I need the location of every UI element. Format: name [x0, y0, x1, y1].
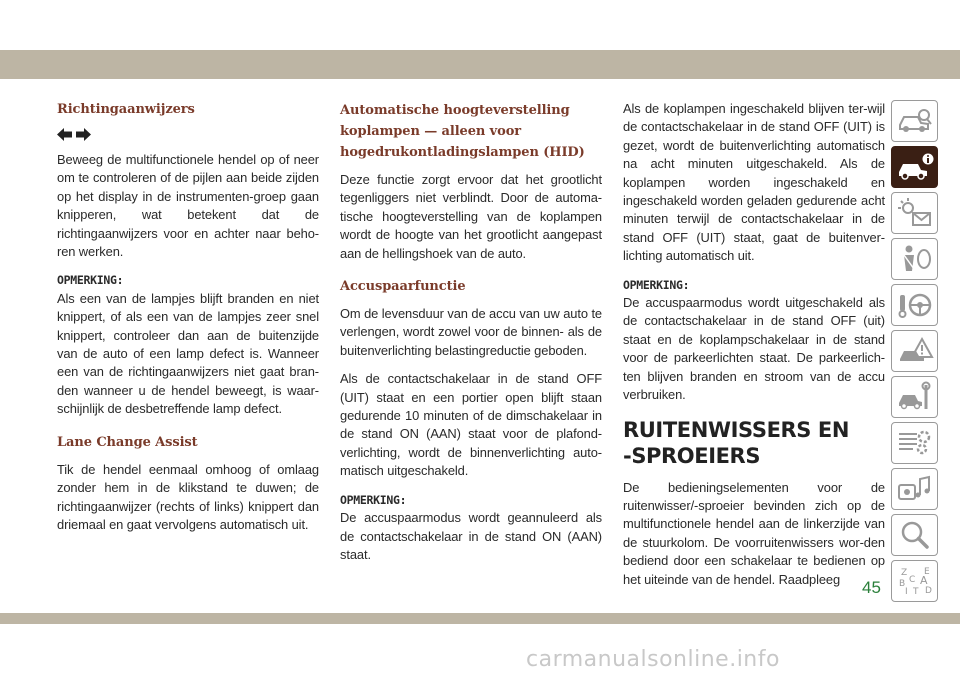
paragraph: Tik de hendel eenmaal omhoog of omlaag zonder hem in de klikstand te duwen; de richtingaanwijzer (rechts of links) knippert dan driemaal en gaat vervolgens automatisch uit. — [57, 461, 319, 532]
index-letter: I — [904, 587, 908, 597]
column-2 — [340, 100, 602, 574]
section-heading-line: RUITENWISSERS EN — [623, 417, 850, 442]
search-icon — [896, 519, 934, 551]
top-decor-bar — [0, 50, 960, 79]
tab-steering-key[interactable] — [891, 284, 938, 326]
warning-lights-message-icon — [896, 197, 934, 229]
tab-search[interactable] — [891, 514, 938, 556]
section-heading-ruitenwissers — [623, 417, 885, 469]
tab-specifications[interactable] — [891, 422, 938, 464]
watermark: carmanualsonline.info — [526, 647, 780, 672]
tab-car-search[interactable] — [891, 100, 938, 142]
tab-car-info[interactable] — [891, 146, 938, 188]
index-letter: A — [919, 574, 928, 587]
index-letter: Z — [900, 568, 907, 578]
note-text: Als een van de lampjes blijft branden en niet knippert, of als een van de lampjes zeer snel knippert, controleer dan aan de buitenzijde van de auto of een lamp defect is. Wanneer een van de richtingaanwijzers niet gaat bran-den wanneer u de hendel beweegt, is waar-schijnlijk de desbetreffende lamp defect. — [57, 290, 319, 417]
index-letter: D — [924, 586, 932, 596]
car-search-icon — [896, 105, 934, 137]
note-text: De accuspaarmodus wordt geannuleerd als de contactschakelaar in de stand ON (AAN) staat. — [340, 510, 602, 562]
paragraph: Als de koplampen ingeschakeld blijven ter-wijl de contactschakelaar in de stand OFF (UIT) is gezet, wordt de buitenverlichting automatisch na acht minuten uitgeschakeld. Als de koplampen worden ingeschakeld en ingeschakeld worden geladen gedurende acht minuten terwijl de contactschakelaar in de stand OFF (UIT) staat, gaat de buitenver-lichting automatisch uit. — [623, 101, 885, 264]
note — [57, 271, 319, 418]
paragraph: Deze functie zorgt ervoor dat het grootlicht tegenliggers niet verblindt. Door de automa-tische hoogteverstelling van de koplampen wordt de hoogte van het grootlicht aangepast aan de hellingshoek van de auto. — [340, 172, 602, 261]
arrow-left-icon — [57, 128, 72, 141]
tab-multimedia[interactable] — [891, 468, 938, 510]
paragraph: Beweeg de multifunctionele hendel op of neer om te controleren of de pijlen aan beide zijden op het display in de instrumenten-groep gaan knipperen, wat betekent dat de richtingaanwijzers voor en achter naar beho-ren werken. — [57, 152, 319, 260]
paragraph: Als de contactschakelaar in de stand OFF (UIT) staat en een portier open blijft staan gedurende 10 minuten of de dimschakelaar in de stand ON (AAN) staat voor de plafond-verlichting, wordt de binnenverlichting auto-matisch uitgeschakeld. — [340, 371, 602, 479]
note-label: OPMERKING: — [340, 492, 407, 507]
tab-airbag-seatbelt[interactable] — [891, 238, 938, 280]
column-1 — [57, 100, 319, 544]
bottom-decor-bar — [0, 613, 960, 624]
section-heading-line: -SPROEIERS — [623, 443, 761, 468]
specifications-icon — [896, 427, 934, 459]
column-3 — [623, 100, 885, 599]
tab-warning-lights-message[interactable] — [891, 192, 938, 234]
multimedia-icon — [896, 473, 934, 505]
heading-richtingaanwijzers: Richtingaanwijzers — [57, 102, 195, 117]
note-label: OPMERKING: — [623, 277, 690, 292]
note-text: De accuspaarmodus wordt uitgeschakeld als de contactschakelaar in de stand OFF (uit) staat en de koplampschakelaar in de stand voor de parkeerlichten staat. De parkeerlich-ten blijven branden en stroom van de accu verbruiken. — [623, 295, 885, 403]
heading-hoogteverstelling: Automatische hoogteverstelling koplampen — alleen voor hogedrukontladingslampen (HID) — [340, 103, 585, 160]
index-letter: C — [908, 575, 915, 585]
steering-key-icon — [896, 289, 934, 321]
index-letter: E — [923, 567, 930, 577]
car-info-icon — [896, 151, 934, 183]
chapter-tab-sidebar — [891, 100, 938, 606]
index-letter: T — [912, 587, 918, 597]
note-label: OPMERKING: — [57, 273, 124, 288]
index-icon — [896, 565, 934, 597]
index-letter: B — [898, 579, 905, 589]
heading-lane-change-assist: Lane Change Assist — [57, 434, 198, 450]
note — [623, 276, 885, 405]
tab-index[interactable] — [891, 560, 938, 602]
heading-accuspaarfunctie: Accuspaarfunctie — [340, 279, 466, 295]
note — [340, 491, 602, 565]
page-number: 45 — [862, 578, 881, 597]
arrow-right-icon — [76, 128, 91, 141]
tab-hazard-warning[interactable] — [891, 330, 938, 372]
top-margin — [0, 0, 960, 50]
tab-car-service[interactable] — [891, 376, 938, 418]
hazard-warning-icon — [896, 335, 934, 367]
paragraph: De bedieningselementen voor de ruitenwisser/-sproeier bevinden zich op de multifunctionele hendel aan de linkerzijde van de stuurkolom. De voorruitenwissers wor-den bediend door een schakelaar te bedienen op het uiteinde van de hendel. Raadpleeg — [623, 479, 885, 587]
airbag-seatbelt-icon — [896, 243, 934, 275]
car-service-icon — [896, 381, 934, 413]
turn-signal-indicator — [57, 128, 319, 141]
paragraph: Om de levensduur van de accu van uw auto te verlengen, wordt zowel voor de binnen- als de buitenverlichting belastingreductie geboden. — [340, 306, 602, 358]
